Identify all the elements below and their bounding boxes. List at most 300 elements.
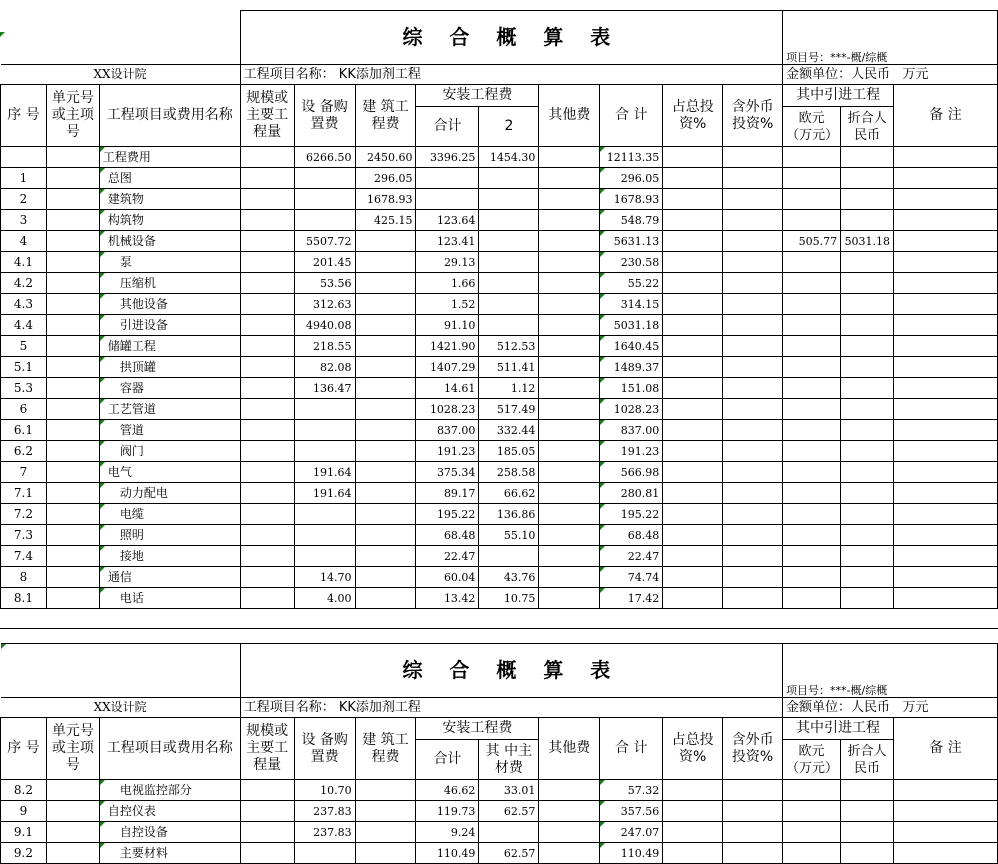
row-euro[interactable]	[783, 822, 841, 843]
row-unit-item[interactable]	[46, 399, 99, 420]
row-building[interactable]	[355, 399, 416, 420]
row-other[interactable]	[539, 315, 600, 336]
row-unit-item[interactable]	[46, 252, 99, 273]
row-euro[interactable]	[783, 378, 841, 399]
row-euro[interactable]	[783, 336, 841, 357]
row-install-total[interactable]	[416, 168, 479, 189]
row-unit-item[interactable]	[46, 462, 99, 483]
row-rmb[interactable]	[841, 189, 894, 210]
row-equipment[interactable]	[294, 504, 355, 525]
row-install-2[interactable]: 511.41	[479, 357, 539, 378]
row-scale[interactable]	[240, 315, 294, 336]
row-foreign[interactable]	[723, 801, 783, 822]
row-name[interactable]: 照明	[99, 525, 240, 546]
row-share[interactable]	[663, 336, 723, 357]
row-seq[interactable]: 5.3	[1, 378, 47, 399]
row-scale[interactable]	[240, 525, 294, 546]
row-other[interactable]	[539, 462, 600, 483]
row-unit-item[interactable]	[46, 504, 99, 525]
row-euro[interactable]	[783, 801, 841, 822]
row-install-2[interactable]	[479, 294, 539, 315]
row-building[interactable]	[355, 546, 416, 567]
row-share[interactable]	[663, 189, 723, 210]
row-share[interactable]	[663, 252, 723, 273]
row-seq[interactable]: 9.2	[1, 843, 47, 864]
row-seq[interactable]: 7.2	[1, 504, 47, 525]
row-share[interactable]	[663, 210, 723, 231]
row-building[interactable]: 1678.93	[355, 189, 416, 210]
row-install-total[interactable]: 68.48	[416, 525, 479, 546]
row-share[interactable]	[663, 315, 723, 336]
row-equipment[interactable]: 191.64	[294, 483, 355, 504]
row-name[interactable]: 工艺管道	[99, 399, 240, 420]
row-name[interactable]: 自控设备	[99, 822, 240, 843]
row-unit-item[interactable]	[46, 168, 99, 189]
row-euro[interactable]	[783, 294, 841, 315]
row-install-total[interactable]: 375.34	[416, 462, 479, 483]
row-other[interactable]	[539, 822, 600, 843]
row-install-total[interactable]: 13.42	[416, 588, 479, 609]
row-remark[interactable]	[894, 546, 998, 567]
row-name[interactable]: 动力配电	[99, 483, 240, 504]
row-unit-item[interactable]	[46, 231, 99, 252]
row-foreign[interactable]	[723, 546, 783, 567]
row-install-total[interactable]: 22.47	[416, 546, 479, 567]
row-euro[interactable]	[783, 525, 841, 546]
row-seq[interactable]	[1, 147, 47, 168]
row-seq[interactable]: 6.1	[1, 420, 47, 441]
row-rmb[interactable]	[841, 780, 894, 801]
row-foreign[interactable]	[723, 525, 783, 546]
row-share[interactable]	[663, 546, 723, 567]
row-install-2[interactable]	[479, 252, 539, 273]
row-share[interactable]	[663, 567, 723, 588]
row-share[interactable]	[663, 147, 723, 168]
row-scale[interactable]	[240, 822, 294, 843]
row-install-total[interactable]: 46.62	[416, 780, 479, 801]
row-install-2[interactable]: 332.44	[479, 420, 539, 441]
row-seq[interactable]: 7.3	[1, 525, 47, 546]
row-foreign[interactable]	[723, 336, 783, 357]
row-remark[interactable]	[894, 315, 998, 336]
row-other[interactable]	[539, 399, 600, 420]
row-total[interactable]: 191.23	[600, 441, 663, 462]
row-install-total[interactable]: 9.24	[416, 822, 479, 843]
row-total[interactable]: 74.74	[600, 567, 663, 588]
row-install-total[interactable]: 123.64	[416, 210, 479, 231]
row-share[interactable]	[663, 843, 723, 864]
row-total[interactable]: 1678.93	[600, 189, 663, 210]
row-share[interactable]	[663, 378, 723, 399]
row-name[interactable]: 建筑物	[99, 189, 240, 210]
row-seq[interactable]: 7	[1, 462, 47, 483]
row-remark[interactable]	[894, 210, 998, 231]
row-rmb[interactable]	[841, 294, 894, 315]
row-remark[interactable]	[894, 189, 998, 210]
row-foreign[interactable]	[723, 843, 783, 864]
row-equipment[interactable]	[294, 168, 355, 189]
row-euro[interactable]	[783, 273, 841, 294]
row-remark[interactable]	[894, 399, 998, 420]
row-scale[interactable]	[240, 378, 294, 399]
row-rmb[interactable]	[841, 822, 894, 843]
row-seq[interactable]: 6	[1, 399, 47, 420]
row-euro[interactable]	[783, 147, 841, 168]
row-rmb[interactable]	[841, 462, 894, 483]
row-building[interactable]	[355, 231, 416, 252]
row-remark[interactable]	[894, 567, 998, 588]
row-rmb[interactable]	[841, 210, 894, 231]
row-unit-item[interactable]	[46, 189, 99, 210]
row-remark[interactable]	[893, 801, 997, 822]
row-scale[interactable]	[240, 399, 294, 420]
row-remark[interactable]	[893, 843, 997, 864]
row-equipment[interactable]: 191.64	[294, 462, 355, 483]
row-install-2[interactable]: 517.49	[479, 399, 539, 420]
row-seq[interactable]: 4.4	[1, 315, 47, 336]
row-equipment[interactable]	[294, 189, 355, 210]
row-euro[interactable]	[783, 168, 841, 189]
row-remark[interactable]	[894, 168, 998, 189]
row-share[interactable]	[663, 483, 723, 504]
row-seq[interactable]: 4.1	[1, 252, 47, 273]
row-share[interactable]	[663, 780, 723, 801]
row-name[interactable]: 电缆	[99, 504, 240, 525]
row-install-2[interactable]: 62.57	[479, 801, 539, 822]
row-foreign[interactable]	[723, 378, 783, 399]
row-scale[interactable]	[240, 189, 294, 210]
row-foreign[interactable]	[723, 147, 783, 168]
row-scale[interactable]	[240, 210, 294, 231]
row-total[interactable]: 247.07	[600, 822, 663, 843]
row-building[interactable]	[355, 273, 416, 294]
row-total[interactable]: 22.47	[600, 546, 663, 567]
row-total[interactable]: 548.79	[600, 210, 663, 231]
row-scale[interactable]	[240, 462, 294, 483]
row-building[interactable]	[355, 357, 416, 378]
row-rmb[interactable]	[841, 801, 894, 822]
row-share[interactable]	[663, 822, 723, 843]
row-remark[interactable]	[894, 231, 998, 252]
row-remark[interactable]	[894, 525, 998, 546]
row-unit-item[interactable]	[46, 378, 99, 399]
row-remark[interactable]	[894, 441, 998, 462]
row-seq[interactable]: 9.1	[1, 822, 47, 843]
row-install-2[interactable]	[479, 210, 539, 231]
row-name[interactable]: 容器	[99, 378, 240, 399]
row-total[interactable]: 230.58	[600, 252, 663, 273]
row-foreign[interactable]	[723, 588, 783, 609]
row-other[interactable]	[539, 189, 600, 210]
row-share[interactable]	[663, 441, 723, 462]
row-install-total[interactable]	[416, 189, 479, 210]
row-remark[interactable]	[894, 273, 998, 294]
row-equipment[interactable]: 4940.08	[294, 315, 355, 336]
row-name[interactable]: 主要材料	[99, 843, 240, 864]
row-other[interactable]	[539, 420, 600, 441]
row-total[interactable]: 5631.13	[600, 231, 663, 252]
row-unit-item[interactable]	[46, 822, 99, 843]
row-total[interactable]: 1640.45	[600, 336, 663, 357]
row-total[interactable]: 837.00	[600, 420, 663, 441]
row-building[interactable]	[355, 441, 416, 462]
row-foreign[interactable]	[723, 357, 783, 378]
row-other[interactable]	[539, 483, 600, 504]
row-equipment[interactable]: 237.83	[294, 801, 355, 822]
row-euro[interactable]	[783, 567, 841, 588]
row-other[interactable]	[539, 168, 600, 189]
row-building[interactable]	[355, 420, 416, 441]
row-rmb[interactable]	[841, 315, 894, 336]
row-rmb[interactable]	[841, 168, 894, 189]
row-foreign[interactable]	[723, 315, 783, 336]
row-install-2[interactable]: 66.62	[479, 483, 539, 504]
row-foreign[interactable]	[723, 252, 783, 273]
row-equipment[interactable]	[294, 210, 355, 231]
row-equipment[interactable]: 82.08	[294, 357, 355, 378]
row-other[interactable]	[539, 357, 600, 378]
row-install-total[interactable]: 1.52	[416, 294, 479, 315]
row-install-total[interactable]: 119.73	[416, 801, 479, 822]
row-seq[interactable]: 1	[1, 168, 47, 189]
row-equipment[interactable]	[294, 420, 355, 441]
row-building[interactable]	[355, 483, 416, 504]
row-total[interactable]: 280.81	[600, 483, 663, 504]
row-foreign[interactable]	[723, 189, 783, 210]
row-unit-item[interactable]	[46, 483, 99, 504]
row-seq[interactable]: 8.1	[1, 588, 47, 609]
row-remark[interactable]	[894, 483, 998, 504]
row-euro[interactable]	[783, 441, 841, 462]
row-name[interactable]: 引进设备	[99, 315, 240, 336]
row-other[interactable]	[539, 210, 600, 231]
row-install-2[interactable]	[479, 315, 539, 336]
row-building[interactable]	[355, 504, 416, 525]
row-name[interactable]: 自控仪表	[99, 801, 240, 822]
row-name[interactable]: 通信	[99, 567, 240, 588]
row-total[interactable]: 110.49	[600, 843, 663, 864]
row-total[interactable]: 57.32	[600, 780, 663, 801]
row-foreign[interactable]	[723, 780, 783, 801]
row-install-2[interactable]: 258.58	[479, 462, 539, 483]
row-unit-item[interactable]	[46, 567, 99, 588]
row-rmb[interactable]	[841, 252, 894, 273]
row-install-total[interactable]: 3396.25	[416, 147, 479, 168]
row-scale[interactable]	[240, 252, 294, 273]
row-building[interactable]	[355, 315, 416, 336]
row-building[interactable]	[355, 294, 416, 315]
row-rmb[interactable]	[841, 357, 894, 378]
row-building[interactable]	[355, 378, 416, 399]
row-share[interactable]	[663, 420, 723, 441]
row-building[interactable]	[355, 336, 416, 357]
row-remark[interactable]	[894, 252, 998, 273]
row-install-total[interactable]: 60.04	[416, 567, 479, 588]
row-seq[interactable]: 6.2	[1, 441, 47, 462]
row-install-2[interactable]: 62.57	[479, 843, 539, 864]
row-remark[interactable]	[894, 357, 998, 378]
row-equipment[interactable]	[294, 441, 355, 462]
row-euro[interactable]	[783, 420, 841, 441]
row-unit-item[interactable]	[46, 210, 99, 231]
row-share[interactable]	[663, 273, 723, 294]
row-install-2[interactable]: 136.86	[479, 504, 539, 525]
row-install-2[interactable]	[479, 822, 539, 843]
row-rmb[interactable]	[841, 147, 894, 168]
row-name[interactable]: 其他设备	[99, 294, 240, 315]
row-name[interactable]: 接地	[99, 546, 240, 567]
row-rmb[interactable]	[841, 336, 894, 357]
row-equipment[interactable]: 136.47	[294, 378, 355, 399]
row-scale[interactable]	[240, 483, 294, 504]
row-share[interactable]	[663, 231, 723, 252]
row-name[interactable]: 构筑物	[99, 210, 240, 231]
row-remark[interactable]	[894, 462, 998, 483]
row-scale[interactable]	[240, 294, 294, 315]
row-seq[interactable]: 7.1	[1, 483, 47, 504]
row-foreign[interactable]	[723, 168, 783, 189]
row-foreign[interactable]	[723, 399, 783, 420]
row-total[interactable]: 5031.18	[600, 315, 663, 336]
row-euro[interactable]	[783, 780, 841, 801]
row-total[interactable]: 296.05	[600, 168, 663, 189]
row-share[interactable]	[663, 168, 723, 189]
row-scale[interactable]	[240, 588, 294, 609]
row-building[interactable]: 2450.60	[355, 147, 416, 168]
row-install-2[interactable]: 1.12	[479, 378, 539, 399]
row-share[interactable]	[663, 588, 723, 609]
row-rmb[interactable]	[841, 843, 894, 864]
row-install-total[interactable]: 1028.23	[416, 399, 479, 420]
row-remark[interactable]	[894, 378, 998, 399]
row-total[interactable]: 12113.35	[600, 147, 663, 168]
row-unit-item[interactable]	[46, 525, 99, 546]
row-name[interactable]: 泵	[99, 252, 240, 273]
row-unit-item[interactable]	[46, 315, 99, 336]
row-equipment[interactable]: 237.83	[294, 822, 355, 843]
row-share[interactable]	[663, 399, 723, 420]
row-building[interactable]	[355, 843, 416, 864]
row-install-total[interactable]: 110.49	[416, 843, 479, 864]
row-equipment[interactable]	[294, 843, 355, 864]
row-other[interactable]	[539, 801, 600, 822]
row-install-2[interactable]: 512.53	[479, 336, 539, 357]
row-seq[interactable]: 7.4	[1, 546, 47, 567]
row-foreign[interactable]	[723, 822, 783, 843]
row-remark[interactable]	[894, 504, 998, 525]
row-seq[interactable]: 8.2	[1, 780, 47, 801]
row-foreign[interactable]	[723, 441, 783, 462]
row-equipment[interactable]: 10.70	[294, 780, 355, 801]
row-install-2[interactable]: 1454.30	[479, 147, 539, 168]
row-total[interactable]: 566.98	[600, 462, 663, 483]
row-seq[interactable]: 4	[1, 231, 47, 252]
row-seq[interactable]: 4.2	[1, 273, 47, 294]
row-rmb[interactable]	[841, 273, 894, 294]
row-unit-item[interactable]	[46, 780, 99, 801]
row-name[interactable]: 电气	[99, 462, 240, 483]
row-name[interactable]: 储罐工程	[99, 336, 240, 357]
row-remark[interactable]	[893, 780, 997, 801]
row-install-total[interactable]: 1407.29	[416, 357, 479, 378]
row-other[interactable]	[539, 504, 600, 525]
row-total[interactable]: 17.42	[600, 588, 663, 609]
row-share[interactable]	[663, 525, 723, 546]
row-scale[interactable]	[240, 273, 294, 294]
row-total[interactable]: 1489.37	[600, 357, 663, 378]
row-euro[interactable]	[783, 357, 841, 378]
row-unit-item[interactable]	[46, 801, 99, 822]
row-other[interactable]	[539, 147, 600, 168]
row-total[interactable]: 55.22	[600, 273, 663, 294]
row-scale[interactable]	[240, 441, 294, 462]
row-name[interactable]: 压缩机	[99, 273, 240, 294]
row-install-2[interactable]	[479, 231, 539, 252]
row-name[interactable]: 工程费用	[99, 147, 240, 168]
row-rmb[interactable]	[841, 399, 894, 420]
row-name[interactable]: 电话	[99, 588, 240, 609]
row-rmb[interactable]	[841, 441, 894, 462]
row-total[interactable]: 151.08	[600, 378, 663, 399]
row-equipment[interactable]	[294, 546, 355, 567]
row-other[interactable]	[539, 294, 600, 315]
row-foreign[interactable]	[723, 210, 783, 231]
row-scale[interactable]	[240, 336, 294, 357]
row-unit-item[interactable]	[46, 420, 99, 441]
row-total[interactable]: 314.15	[600, 294, 663, 315]
row-install-2[interactable]: 185.05	[479, 441, 539, 462]
row-total[interactable]: 357.56	[600, 801, 663, 822]
row-install-2[interactable]: 55.10	[479, 525, 539, 546]
row-foreign[interactable]	[723, 273, 783, 294]
row-euro[interactable]	[783, 315, 841, 336]
row-scale[interactable]	[240, 504, 294, 525]
row-install-total[interactable]: 1421.90	[416, 336, 479, 357]
row-seq[interactable]: 2	[1, 189, 47, 210]
row-other[interactable]	[539, 231, 600, 252]
row-equipment[interactable]	[294, 399, 355, 420]
row-other[interactable]	[539, 525, 600, 546]
row-name[interactable]: 总图	[99, 168, 240, 189]
row-rmb[interactable]	[841, 483, 894, 504]
row-seq[interactable]: 9	[1, 801, 47, 822]
row-install-total[interactable]: 91.10	[416, 315, 479, 336]
row-euro[interactable]	[783, 189, 841, 210]
row-scale[interactable]	[240, 567, 294, 588]
row-other[interactable]	[539, 567, 600, 588]
row-equipment[interactable]: 218.55	[294, 336, 355, 357]
row-scale[interactable]	[240, 231, 294, 252]
row-unit-item[interactable]	[46, 273, 99, 294]
row-scale[interactable]	[240, 780, 294, 801]
row-install-total[interactable]: 29.13	[416, 252, 479, 273]
row-unit-item[interactable]	[46, 546, 99, 567]
row-rmb[interactable]	[841, 420, 894, 441]
row-seq[interactable]: 3	[1, 210, 47, 231]
row-euro[interactable]: 505.77	[783, 231, 841, 252]
row-building[interactable]	[355, 780, 416, 801]
row-install-2[interactable]: 33.01	[479, 780, 539, 801]
row-name[interactable]: 机械设备	[99, 231, 240, 252]
row-equipment[interactable]: 6266.50	[294, 147, 355, 168]
row-foreign[interactable]	[723, 420, 783, 441]
row-building[interactable]	[355, 525, 416, 546]
row-foreign[interactable]	[723, 504, 783, 525]
row-foreign[interactable]	[723, 294, 783, 315]
row-install-2[interactable]	[479, 189, 539, 210]
row-scale[interactable]	[240, 843, 294, 864]
row-euro[interactable]	[783, 588, 841, 609]
